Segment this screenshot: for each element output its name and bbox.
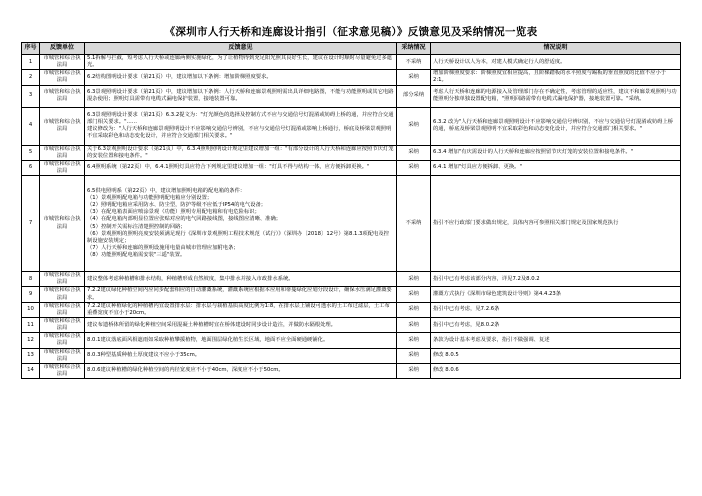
cell-explain-line: 考虑人行天桥和连廊的电源接入及管理部门存在不确定性，考虑管理的适应性，建议不和廊景观照明与功能照明分独单独设置配电箱，"照明回路需带有电缆式漏电保护器，接地装置可靠。"采纳。 (433, 88, 677, 103)
cell-no: 3 (22, 85, 40, 107)
cell-explain-line: 指引中已有考虑，见7.2.6条 (433, 306, 500, 313)
cell-adopt: 不采纳 (397, 176, 431, 272)
cell-explain-line: 修改 8.0.6 (433, 367, 459, 374)
cell-opinion (85, 70, 397, 85)
cell-explain-line: 指引不应行政部门要求做出规定，具体内容可参照相关部门规定及国家规范执行 (433, 220, 619, 227)
cell-adopt: 采纳 (397, 333, 431, 348)
cell-no: 8 (22, 272, 40, 287)
cell-opinion-line: 6.3景观照明设计要求（第21页）中，建议增加以下条例：人行天桥和连廊景观照明需出具详细电路图，不能与功能照明或其它电路混杂使用；照明灯具需带有电缆式漏电保护装置，接地装置可靠。 (87, 88, 394, 103)
cell-adopt: 采纳 (397, 272, 431, 287)
cell-opinion-line: 建议修改为："人行天桥和连廊景观照明设计不应影响交通信号辨别，不应与交通信号灯混淆或影响上桥通行，桥底及桥梁景观照明不宜采取彩色和动态变化设计，并应符合交通部门相关要求。" (87, 126, 392, 140)
cell-explain (431, 333, 681, 348)
cell-opinion (85, 85, 397, 107)
cell-explain-line: 指引中已有考虑，见8.0.2条 (433, 321, 500, 328)
header-explain: 情况说明 (431, 43, 681, 55)
cell-opinion (85, 333, 397, 348)
cell-no: 9 (22, 287, 40, 302)
cell-explain (431, 272, 681, 287)
cell-adopt: 采纳 (397, 160, 431, 175)
cell-explain (431, 302, 681, 317)
cell-unit: 市城管和综合执法局 (40, 55, 85, 70)
cell-opinion (85, 287, 397, 302)
cell-explain (431, 348, 681, 363)
cell-opinion (85, 55, 397, 70)
cell-adopt: 不采纳 (397, 55, 431, 70)
cell-opinion (85, 272, 397, 287)
table-row (22, 70, 681, 85)
cell-opinion-line: 6.3景观照明设计要求（第21页）6.3.2提文为："灯光颜色的选择及控制方式不应与交通信号灯混淆或妨碍上桥的通，并应符合交通部门相关要求。"…… (87, 111, 394, 125)
cell-no: 6 (22, 160, 40, 175)
cell-explain-line: 人行天桥设计以人为本，对建人模式确定行人的舒适度。 (433, 58, 566, 65)
cell-opinion-line: （8）功能照明配电箱需安装"三遥"装置。 (87, 252, 186, 259)
cell-unit: 市城管和综合执法局 (40, 70, 85, 85)
cell-opinion (85, 348, 397, 363)
cell-opinion (85, 145, 397, 160)
cell-opinion-line: （3）在配电箱表面应喷涂景观（功能）照明专用配电箱和有电危险标识； (87, 209, 260, 216)
cell-adopt: 采纳 (397, 145, 431, 160)
cell-unit: 市城管和综合执法局 (40, 333, 85, 348)
cell-opinion-line: 7.2.2建议种植绿化的种植槽内宜设置排水层：排水层与栽植基质高度比例为1:8，在排水层上铺设可透水的土工布过滤层，土工布重叠宽度不宜小于20cm。 (87, 302, 390, 316)
cell-adopt: 采纳 (397, 107, 431, 145)
cell-unit: 市城管和综合执法局 (40, 85, 85, 107)
cell-opinion-line: （2）照明配电箱应采用防水、防尘型，防护等级不应低于IP54的电气设备； (87, 202, 267, 209)
cell-adopt: 采纳 (397, 302, 431, 317)
cell-explain-line: 6.3.2 改为"人行天桥和连廊景观照明设计不应影响交通信号辨识别，不应与交通信号灯混淆或妨碍上桥的通，桥底及桥梁景观照明不宜采取彩色和动态变化设计，并应符合交通部门相关要求。" (433, 118, 674, 133)
cell-opinion (85, 363, 397, 378)
table-row (22, 302, 681, 317)
cell-no: 10 (22, 302, 40, 317)
cell-opinion-line: （7）人行天桥和连廊的照明设施用电量由城市管理应加附电条； (87, 245, 239, 252)
cell-opinion-line: 7.2.2建议绿化种植空间内应同步配套相应的自动灌溉系统，灌溉系统应根据本应用和蒂蔓绿化应划分段设计，确保水压满足灌溉要求。 (87, 287, 392, 301)
cell-opinion-line: （5）控制开关需标注清楚照控制的回路； (87, 223, 186, 230)
cell-opinion-line: 6.4照明系统（第22页）中，6.4.1照明灯具应符合下列规定里建议增加一组："灯具不得与结构一体，应方便拆卸更换。" (87, 164, 370, 171)
cell-adopt: 采纳 (397, 287, 431, 302)
cell-explain-line: 指引中已有考虑该部分内容，详见7.2及8.0.2 (433, 275, 540, 282)
cell-explain (431, 145, 681, 160)
header-unit: 反馈单位 (40, 43, 85, 55)
table-row (22, 176, 681, 272)
header-opinion: 反馈意见 (85, 43, 397, 55)
cell-unit: 市城管和综合执法局 (40, 107, 85, 145)
cell-unit: 市城管和综合执法局 (40, 272, 85, 287)
cell-opinion (85, 176, 397, 272)
cell-opinion (85, 160, 397, 175)
cell-opinion-line: （1）景观照明配电箱与功能照明配电箱应分别设置； (87, 195, 213, 202)
cell-explain (431, 287, 681, 302)
cell-unit: 市城管和综合执法局 (40, 302, 85, 317)
cell-opinion-line: 建议整体考虑种植槽和排水结构，种植槽形成自然坡度，集中排水并接入市政排水系统。 (87, 275, 294, 282)
table-row (22, 145, 681, 160)
table-row (22, 107, 681, 145)
cell-adopt: 部分采纳 (397, 85, 431, 107)
cell-opinion-line: 5.1拆解与拦截，短考虑人行天桥或连廊两侧实施绿化，为了让植物得到充足阳光照其良好生长，建议在设计时顺时尽量避免过多遮光。 (87, 55, 393, 69)
cell-opinion (85, 317, 397, 332)
cell-explain (431, 85, 681, 107)
cell-explain-line: 6.3.4 增加"有庆需设计的人行天桥和连廊应按照留节庆灯笼的安装位置和接电条件。" (433, 149, 634, 156)
table-row (22, 85, 681, 107)
table-row (22, 348, 681, 363)
feedback-table (21, 42, 681, 379)
table-row (22, 55, 681, 70)
cell-no: 7 (22, 176, 40, 272)
cell-adopt: 采纳 (397, 348, 431, 363)
cell-opinion-line: 6.5供电照明系（第22页）中，建议增加照明电箱的配电箱的条件： (87, 187, 246, 194)
cell-unit: 市城管和综合执法局 (40, 160, 85, 175)
cell-adopt: 采纳 (397, 363, 431, 378)
cell-explain (431, 55, 681, 70)
cell-explain-line: 条款为设计基本考虑及要求，指引不做强调、复述 (433, 336, 550, 343)
cell-opinion-line: 8.0.6建议种植槽的绿化种植空间的内径宽度应不小于40cm，深度应不小于50cm。 (87, 367, 284, 374)
table-row (22, 287, 681, 302)
table-body (22, 55, 681, 379)
table-row (22, 272, 681, 287)
cell-no: 4 (22, 107, 40, 145)
cell-opinion-line: 建议布遗桥体所留的绿化种植空间采用混凝土种植槽时宜在桥体建设时同步设计造注，并做防水隔根处理。 (87, 321, 336, 328)
cell-explain (431, 160, 681, 175)
cell-opinion-line: 6.2结构图明设计要求（第21页）中，建议增加以下条例：增加阶梯照度要求。 (87, 73, 272, 80)
cell-explain-line: 灌溉方式执行《深圳市绿色建筑设计导则》第4.4.23条 (433, 290, 562, 297)
table-row (22, 363, 681, 378)
cell-no: 1 (22, 55, 40, 70)
header-adopt: 采纳情况 (397, 43, 431, 55)
cell-explain (431, 317, 681, 332)
cell-unit: 市城管和综合执法局 (40, 363, 85, 378)
cell-explain-line: 增加阶梯照度要求：阶梯照度宜相应提高，且阶梯踏板的水平照度与踢板的垂直照度的比值不应小于2:1。 (433, 70, 667, 84)
cell-no: 12 (22, 333, 40, 348)
cell-no: 5 (22, 145, 40, 160)
cell-unit: 市城管和综合执法局 (40, 317, 85, 332)
cell-explain (431, 107, 681, 145)
cell-explain-line: 6.4.1 增加"灯具应方便拆卸、更换。" (433, 164, 522, 171)
cell-no: 14 (22, 363, 40, 378)
table-row (22, 317, 681, 332)
cell-explain (431, 363, 681, 378)
cell-explain (431, 176, 681, 272)
cell-explain (431, 70, 681, 85)
cell-opinion-line: 关于6.3景观照明设计要求（第21页）中，6.3.4照明照明设计规定里建议增加一组："有部分设计的人行天桥和连廊应按照节庆灯笼的安装位置和接电条件。" (87, 145, 394, 159)
cell-opinion-line: （4）在配电箱内部明显位置应张贴对应的电气回路接线图，接线图应清晰、准确； (87, 216, 282, 223)
cell-adopt: 采纳 (397, 317, 431, 332)
cell-adopt: 采纳 (397, 70, 431, 85)
cell-unit: 市城管和综合执法局 (40, 145, 85, 160)
cell-unit: 市城管和综合执法局 (40, 176, 85, 272)
table-row (22, 160, 681, 175)
cell-opinion-line: 8.0.1建议落底面风相遮雨如采取种植攀援植物，地面围层绿化植生长区域，地面不应全面硬通硬铺化。 (87, 336, 329, 343)
cell-explain-line: 修改 8.0.5 (433, 352, 459, 359)
cell-no: 13 (22, 348, 40, 363)
cell-opinion (85, 302, 397, 317)
header-no: 序号 (22, 43, 40, 55)
cell-unit: 市城管和综合执法局 (40, 287, 85, 302)
cell-opinion-line: 8.0.3种型基质种植土厚度建议不应小于35cm。 (87, 352, 201, 359)
cell-unit: 市城管和综合执法局 (40, 348, 85, 363)
table-header-row (22, 43, 681, 55)
cell-opinion-line: （6）景观照明的照明亮度安装须满足现行《深圳市景观照明工程技术规范（试行）》（深圳办〔2018〕12号）第8.1.3项配电及控制设施安装规定； (87, 230, 389, 244)
table-row (22, 333, 681, 348)
cell-no: 11 (22, 317, 40, 332)
page-title: 《深圳市人行天桥和连廊设计指引（征求意见稿）》反馈意见及采纳情况一览表 (164, 26, 538, 38)
cell-opinion (85, 107, 397, 145)
cell-no: 2 (22, 70, 40, 85)
